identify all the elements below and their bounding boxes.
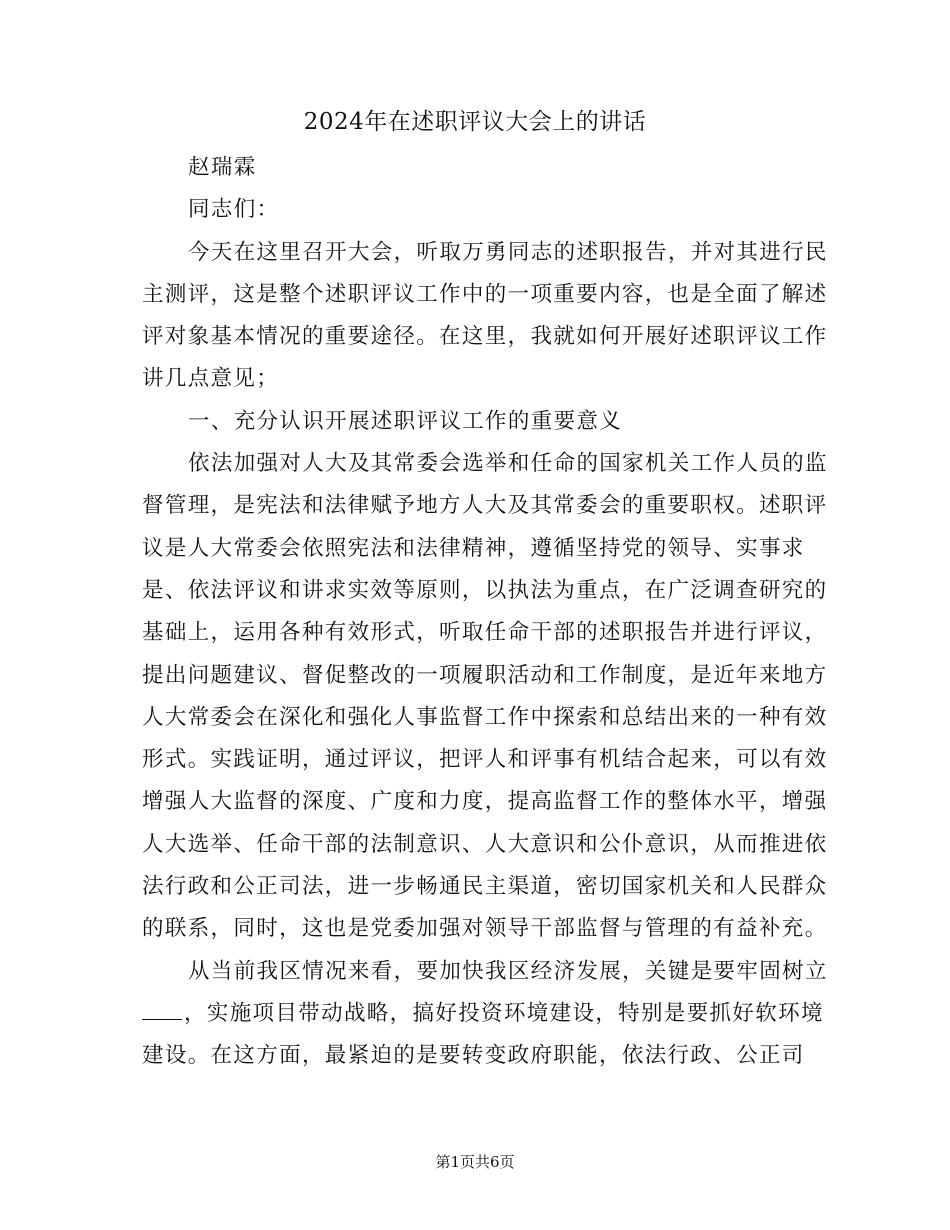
author-name: 赵瑞霖 (188, 155, 257, 180)
paragraph-line: 增强人大监督的深度、广度和力度，提高监督工作的整体水平，增强 (142, 789, 828, 815)
paragraph-line: 从当前我区情况来看，要加快我区经济发展，关键是要牢固树立 (188, 958, 828, 984)
paragraph-line-with-blank (142, 993, 824, 1035)
paragraph-line: 人大常委会在深化和强化人事监督工作中探索和总结出来的一种有效 (142, 704, 828, 730)
paragraph-line: 基础上，运用各种有效形式，听取任命干部的述职报告并进行评议， (142, 620, 828, 646)
paragraph-line: 人大选举、任命干部的法制意识、人大意识和公仆意识，从而推进依 (142, 831, 828, 857)
paragraph-line: 是、依法评议和讲求实效等原则，以执法为重点，在广泛调查研究的 (142, 577, 828, 603)
paragraph-line: 法行政和公正司法，进一步畅通民主渠道，密切国家机关和人民群众 (142, 874, 828, 900)
paragraph-line: 的联系，同时，这也是党委加强对领导干部监督与管理的有益补充。 (142, 916, 828, 942)
salutation: 同志们： (188, 197, 280, 223)
paragraph-line: 讲几点意见； (142, 366, 280, 392)
paragraph-line: 依法加强对人大及其常委会选举和任命的国家机关工作人员的监 (188, 451, 828, 477)
section-heading: 一、充分认识开展述职评议工作的重要意义 (188, 408, 623, 434)
paragraph-line: 提出问题建议、督促整改的一项履职活动和工作制度，是近年来地方 (142, 662, 828, 688)
paragraph-line: 议是人大常委会依照宪法和法律精神，遵循坚持党的领导、实事求 (142, 535, 805, 561)
paragraph-line: 督管理，是宪法和法律赋予地方人大及其常委会的重要职权。述职评 (142, 493, 828, 519)
fill-in-blank (142, 1001, 182, 1020)
document-body (142, 147, 828, 1078)
paragraph-line: 形式。实践证明，通过评议，把评人和评事有机结合起来，可以有效 (142, 747, 828, 773)
page-number: 第1页共6页 (435, 1153, 515, 1171)
document-title: 2024年在述职评议大会上的讲话 (303, 109, 647, 135)
paragraph-line-text: ，实施项目带动战略，搞好投资环境建设，特别是要抓好软环境 (184, 1000, 824, 1026)
paragraph-line: 主测评，这是整个述职评议工作中的一项重要内容，也是全面了解述 (142, 281, 828, 307)
paragraph-line: 评对象基本情况的重要途径。在这里，我就如何开展好述职评议工作 (142, 324, 828, 350)
paragraph-line: 今天在这里召开大会，听取万勇同志的述职报告，并对其进行民 (188, 239, 828, 265)
paragraph-line: 建设。在这方面，最紧迫的是要转变政府职能，依法行政、公正司 (142, 1043, 805, 1069)
